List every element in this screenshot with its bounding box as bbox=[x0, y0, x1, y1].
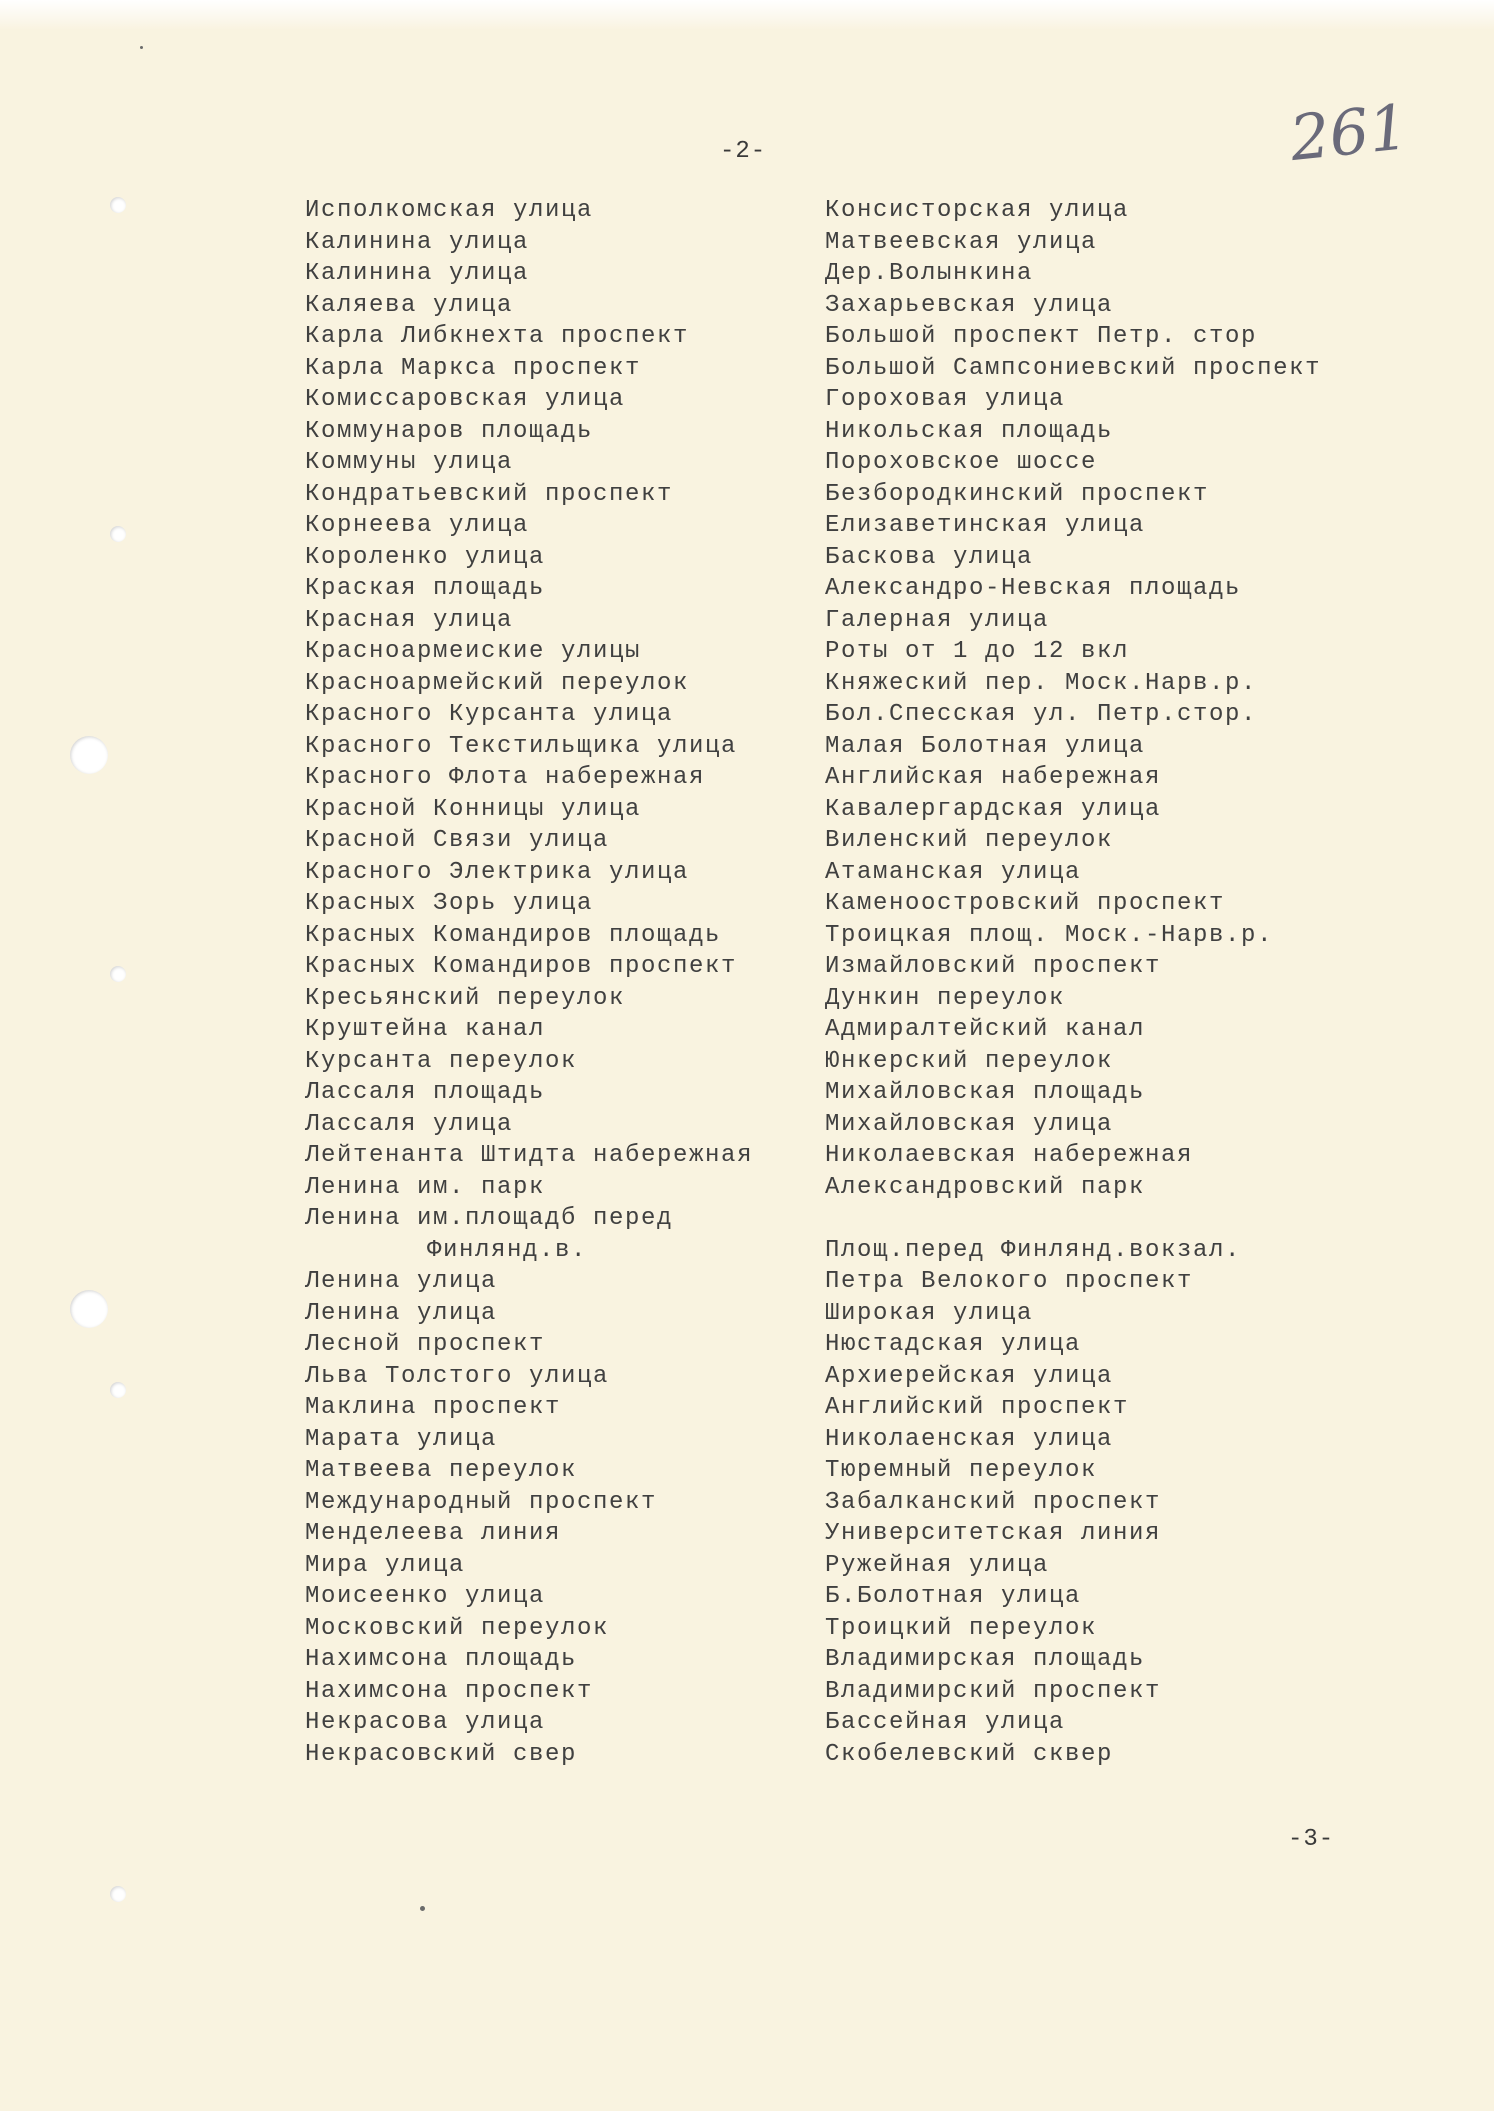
right-street-entry: Владимирская площадь bbox=[825, 1646, 1146, 1673]
right-street-entry: Забалканский проспект bbox=[825, 1488, 1162, 1516]
punch-hole bbox=[70, 736, 108, 774]
right-street-entry: Нюстадская улица bbox=[825, 1331, 1082, 1358]
left-street-entry: Красных Зорь улица bbox=[305, 890, 594, 917]
right-street-entry: Баскова улица bbox=[825, 543, 1034, 571]
left-street-entry: Каляева улица bbox=[305, 291, 514, 319]
right-street-entry: Ружейная улица bbox=[825, 1551, 1050, 1579]
right-street-entry: Александро-Невская площадь bbox=[825, 575, 1242, 602]
punch-hole bbox=[110, 1382, 126, 1398]
left-street-entry: Корнеева улица bbox=[305, 512, 530, 539]
left-street-entry: Лассаля улица bbox=[305, 1110, 514, 1138]
right-street-entry: Виленский переулок bbox=[825, 827, 1114, 854]
right-street-entry: Матвеевская улица bbox=[825, 228, 1098, 256]
left-street-entry: Маклина проспект bbox=[305, 1394, 562, 1421]
right-street-entry: Английская набережная bbox=[825, 764, 1162, 791]
left-street-entry: Красного Флота набережная bbox=[305, 764, 706, 791]
punch-hole bbox=[110, 966, 126, 982]
left-street-entry: Красного Электрика улица bbox=[305, 858, 690, 886]
left-street-entry: Кресьянский переулок bbox=[305, 984, 626, 1012]
right-street-entry: Княжеский пер. Моск.Нарв.р. bbox=[825, 669, 1258, 697]
left-street-entry: Калинина улица bbox=[305, 228, 530, 256]
right-street-entry: Пороховское шоссе bbox=[825, 449, 1098, 476]
page-top-edge bbox=[0, 0, 1500, 30]
left-street-entry: Красных Командиров проспект bbox=[305, 953, 738, 980]
left-street-entry: Льва Толстого улица bbox=[305, 1362, 610, 1390]
right-street-column bbox=[825, 195, 1321, 1770]
right-street-entry: Михайловская улица bbox=[825, 1110, 1114, 1138]
punch-hole bbox=[110, 197, 126, 213]
right-street-entry: Гороховая улица bbox=[825, 386, 1066, 413]
right-street-entry: Большой проспект Петр. стор bbox=[825, 323, 1258, 350]
left-street-entry: Комиссаровская улица bbox=[305, 386, 626, 413]
left-street-entry: Менделеева линия bbox=[305, 1520, 562, 1547]
right-street-entry bbox=[825, 1203, 1321, 1235]
left-street-entry: Красного Текстильщика улица bbox=[305, 732, 738, 760]
left-street-column bbox=[305, 195, 753, 1770]
left-street-entry: Некрасова улица bbox=[305, 1709, 546, 1736]
left-street-entry: Исполкомская улица bbox=[305, 197, 594, 224]
right-street-entry: Малая Болотная улица bbox=[825, 732, 1146, 760]
right-street-entry: Кавалергардская улица bbox=[825, 795, 1162, 823]
right-street-entry: Площ.перед Финлянд.вокзал. bbox=[825, 1236, 1242, 1264]
right-street-entry: Безбородкинский проспект bbox=[825, 480, 1210, 508]
left-street-entry: Мира улица bbox=[305, 1551, 466, 1579]
left-street-entry: Красной Связи улица bbox=[305, 827, 610, 854]
left-street-entry: Ленина им. парк bbox=[305, 1173, 546, 1201]
page-number: -2- bbox=[720, 138, 767, 165]
left-street-entry: Кондратьевский проспект bbox=[305, 480, 674, 508]
left-street-entry: Нахимсона площадь bbox=[305, 1646, 578, 1673]
left-street-entry: Коммуны улица bbox=[305, 449, 514, 476]
left-street-entry: Красных Командиров площадь bbox=[305, 921, 722, 949]
handwritten-folio-number: 261 bbox=[1286, 90, 1412, 175]
left-street-entry: Лассаля площадь bbox=[305, 1079, 546, 1106]
right-street-entry: Юнкерский переулок bbox=[825, 1047, 1114, 1075]
right-street-entry: Университетская линия bbox=[825, 1520, 1162, 1547]
left-street-entry: Коммунаров площадь bbox=[305, 417, 594, 445]
right-street-entry: Б.Болотная улица bbox=[825, 1583, 1082, 1610]
ink-speck bbox=[140, 46, 143, 49]
right-street-entry: Владимирский проспект bbox=[825, 1677, 1162, 1705]
left-street-entry: Красноармеиские улицы bbox=[305, 638, 642, 665]
right-street-entry: Широкая улица bbox=[825, 1299, 1034, 1327]
left-street-entry: Красной Конницы улица bbox=[305, 795, 642, 823]
left-street-entry: Моисеенко улица bbox=[305, 1583, 546, 1610]
punch-hole bbox=[70, 1290, 108, 1328]
right-street-entry: Елизаветинская улица bbox=[825, 512, 1146, 539]
left-street-entry: Короленко улица bbox=[305, 543, 546, 571]
right-street-entry: Бол.Спесская ул. Петр.стор. bbox=[825, 701, 1258, 728]
right-street-entry: Дер.Волынкина bbox=[825, 260, 1034, 287]
left-street-entry: Круштейна канал bbox=[305, 1016, 546, 1043]
left-street-entry: Марата улица bbox=[305, 1425, 498, 1453]
right-street-entry: Александровский парк bbox=[825, 1173, 1146, 1201]
next-page-marker: -3- bbox=[1288, 1826, 1335, 1853]
left-street-entry: Международный проспект bbox=[305, 1488, 658, 1516]
left-street-entry: Карла Маркса проспект bbox=[305, 354, 642, 382]
punch-hole bbox=[110, 1886, 126, 1902]
left-street-entry: Красноармейский переулок bbox=[305, 669, 690, 697]
right-street-entry: Каменоостровский проспект bbox=[825, 890, 1226, 917]
left-street-entry: Краская площадь bbox=[305, 575, 546, 602]
left-street-entry: Финлянд.в. bbox=[427, 1236, 588, 1264]
left-street-entry: Московский переулок bbox=[305, 1614, 610, 1642]
right-street-entry: Архиерейская улица bbox=[825, 1362, 1114, 1390]
left-street-entry: Красного Курсанта улица bbox=[305, 701, 674, 728]
left-street-entry: Матвеева переулок bbox=[305, 1457, 578, 1484]
left-street-entry: Калинина улица bbox=[305, 260, 530, 287]
left-street-entry: Некрасовский свер bbox=[305, 1740, 578, 1768]
right-street-entry: Консисторская улица bbox=[825, 197, 1130, 224]
right-street-entry: Троицкий переулок bbox=[825, 1614, 1098, 1642]
punch-hole bbox=[110, 526, 126, 542]
right-street-entry: Измайловский проспект bbox=[825, 953, 1162, 980]
right-street-entry: Дункин переулок bbox=[825, 984, 1066, 1012]
right-street-entry: Атаманская улица bbox=[825, 858, 1082, 886]
right-street-entry: Большой Сампсониевский проспект bbox=[825, 354, 1322, 382]
left-street-entry: Ленина улица bbox=[305, 1299, 498, 1327]
left-street-entry: Курсанта переулок bbox=[305, 1047, 578, 1075]
right-street-entry: Тюремный переулок bbox=[825, 1457, 1098, 1484]
right-street-entry: Роты от 1 до 12 вкл bbox=[825, 638, 1130, 665]
ink-speck bbox=[420, 1906, 425, 1911]
left-street-entry: Нахимсона проспект bbox=[305, 1677, 594, 1705]
left-street-entry: Карла Либкнехта проспект bbox=[305, 323, 690, 350]
left-street-entry: Красная улица bbox=[305, 606, 514, 634]
right-street-entry: Бассейная улица bbox=[825, 1709, 1066, 1736]
right-street-entry: Английский проспект bbox=[825, 1394, 1130, 1421]
right-street-entry: Николаенская улица bbox=[825, 1425, 1114, 1453]
right-street-entry: Троицкая площ. Моск.-Нарв.р. bbox=[825, 921, 1274, 949]
left-street-entry: Лейтенанта Штидта набережная bbox=[305, 1142, 754, 1169]
right-street-entry: Николаевская набережная bbox=[825, 1142, 1194, 1169]
right-street-entry: Адмиралтейский канал bbox=[825, 1016, 1146, 1043]
right-street-entry: Петра Велокого проспект bbox=[825, 1268, 1194, 1295]
right-street-entry: Галерная улица bbox=[825, 606, 1050, 634]
left-street-entry: Лесной проспект bbox=[305, 1331, 546, 1358]
right-street-entry: Михайловская площадь bbox=[825, 1079, 1146, 1106]
left-street-entry: Ленина им.площадб перед bbox=[305, 1205, 674, 1232]
right-street-entry: Скобелевский сквер bbox=[825, 1740, 1114, 1768]
right-street-entry: Захарьевская улица bbox=[825, 291, 1114, 319]
left-street-entry: Ленина улица bbox=[305, 1268, 498, 1295]
right-street-entry: Никольская площадь bbox=[825, 417, 1114, 445]
